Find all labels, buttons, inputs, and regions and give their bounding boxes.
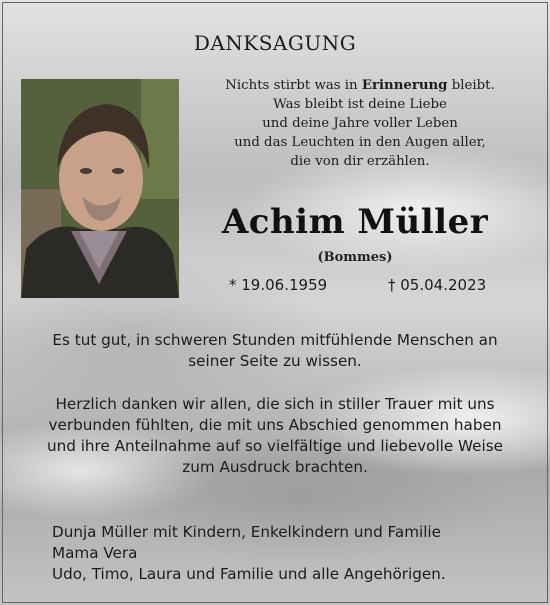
poem-emphasis: Erinnerung (361, 78, 448, 93)
poem-line: und deine Jahre voller Leben (262, 116, 458, 131)
poem-line-text: bleibt. (447, 78, 495, 93)
paragraph-line: und ihre Anteilnahme auf so vielfältige und liebevolle Weise (46, 437, 504, 455)
deceased-name: Achim Müller (221, 202, 489, 242)
paragraph-line: zum Ausdruck brachten. (182, 458, 368, 476)
paragraph-line: Herzlich danken wir allen, die sich in stiller Trauer mit uns (55, 395, 495, 413)
family-signature (52, 522, 532, 585)
paragraph-line: Es tut gut, in schweren Stunden mitfühlende Menschen an (52, 331, 498, 349)
thanks-paragraph-1 (15, 330, 535, 372)
signature-line: Mama Vera (52, 544, 138, 562)
death-date: † 05.04.2023 (388, 276, 487, 294)
poem-line: die von dir erzählen. (290, 154, 430, 169)
portrait-photo (21, 79, 179, 298)
portrait-illustration (21, 79, 179, 298)
paragraph-line: verbunden fühlten, die mit uns Abschied genommen haben (48, 416, 502, 434)
poem-line-text: Nichts stirbt was in (225, 78, 362, 93)
paragraph-line: seiner Seite zu wissen. (188, 352, 362, 370)
poem-line: Was bleibt ist deine Liebe (273, 97, 447, 112)
signature-line: Dunja Müller mit Kindern, Enkelkindern und Familie (52, 523, 441, 541)
poem-line: und das Leuchten in den Augen aller, (234, 135, 486, 150)
memorial-poem (210, 76, 510, 171)
poem-line (210, 76, 510, 95)
notice-title: DANKSAGUNG (193, 31, 357, 55)
birth-date: * 19.06.1959 (229, 276, 328, 294)
deceased-nickname: (Bommes) (317, 250, 393, 265)
signature-line: Udo, Timo, Laura und Familie und alle Angehörigen. (52, 565, 446, 583)
thanks-paragraph-2 (15, 394, 535, 478)
